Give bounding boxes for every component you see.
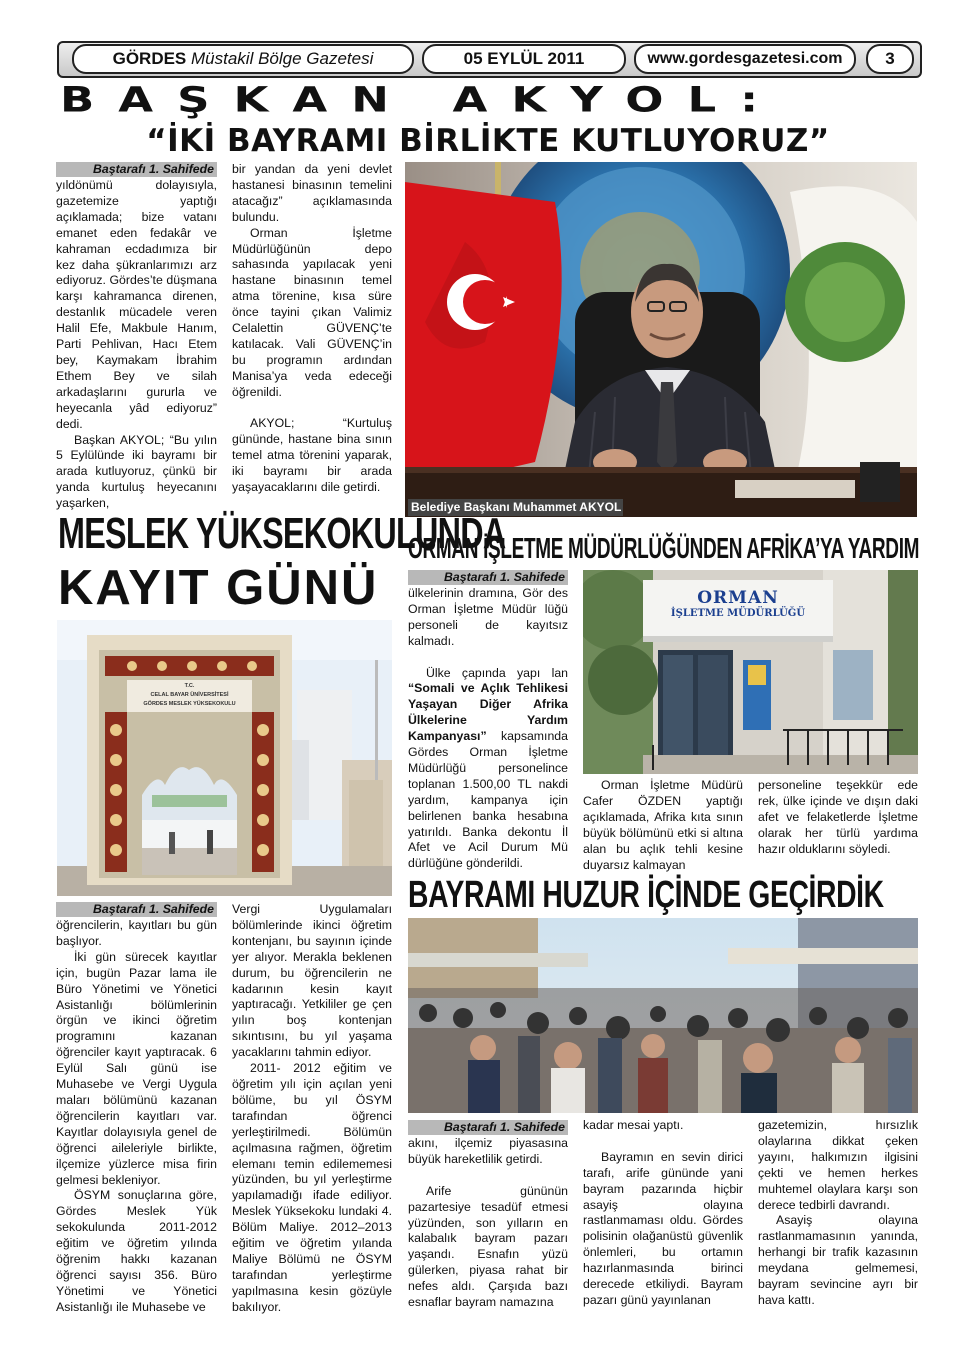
continued-tag: Baştarafı 1. Sahifede (56, 162, 217, 177)
article2-column-1 (56, 902, 217, 1316)
page-number: 3 (866, 44, 914, 74)
mayor-photo (405, 162, 917, 517)
paragraph: bir yandan da yeni devlet hastanesi binasının temelini atacağız” açıklamasında bulundu. (232, 162, 392, 224)
paragraph: Orman İşletme Müdürü Cafer ÖZDEN yaptığı açıklamada, Afrika kıta sının büyük bölümünü etki si altına alan bu açlık tehli kesine duyarsız kalmayan (583, 778, 743, 872)
text-run: kapsamında Gördes Orman İşletme Müdürlüğü personelince toplanan 1.500,00 TL nakdi yardım, kampanya için belirlenen banka hesabına yatırıldı. Banka dekontu İl Afet ve Acil Durum Mü dürlüğüne gönderildi. (408, 729, 568, 871)
paragraph (408, 666, 568, 873)
paragraph: Orman İşletme Müdürlüğünün depo sahasında yapılacak yeni hastane binasının temel atma törenine, kısa süre önce tayini çıkan Valimiz Celalettin GÜVENÇ’te katılacak. Vali GÜVENÇ’in bu programın ardından Manisa’ya veda edeceği öğrenildi. (232, 225, 392, 399)
campaign-name: “Somali ve Açlık Tehlikesi Yaşayan Diğer Afrika Ülkelerine Yardım Kampanyası” (408, 681, 568, 744)
article3-column-1 (408, 570, 568, 872)
school-gate-photo (57, 620, 392, 896)
continued-tag: Baştarafı 1. Sahifede (408, 570, 568, 585)
issue-date: 05 EYLÜL 2011 (422, 44, 626, 74)
article2-headline-line2: KAYIT GÜNÜ (58, 561, 379, 615)
photo-caption: Belediye Başkanı Muhammet AKYOL (408, 499, 623, 516)
article3-column-2 (583, 778, 743, 873)
article1-subheadline: “İKİ BAYRAMI BİRLİKTE KUTLUYORUZ” (146, 123, 830, 159)
article4-column-1 (408, 1120, 568, 1311)
paragraph: personeline teşekkür ede rek, ülke içinde ve dışın daki afet ve felaketlerde İşletme olarak her türlü yardıma hazır olduklarını söyledi. (758, 778, 918, 856)
gate-sign-line: CELAL BAYAR ÜNİVERSİTESİ (150, 692, 229, 698)
paragraph: kadar mesai yaptı. (583, 1118, 684, 1132)
paragraph: İki gün sürecek kayıtlar için, bugün Pazar lama ile Büro Yönetimi ve Yönetici Asistanlığı bölümlerinin örgün ve ikinci öğretim programını kazanan öğrenciler kayıt yaptıracak. 6 Eylül Salı günü ise Muhasebe ve Vergi Uygula maları bölümünü kazanan öğrencilerin kayıtları var. Kayıtlar dolayısıyla genel de öğrenci aileleriyle birlikte, ilçemize yüzlerce misa firin gelmesi bekleniyor. (56, 949, 217, 1187)
paragraph: Asayiş olayına rastlanmamasının yanında, herhangi bir trafik kazasının meydana gelmemesi, bayram sevincine ayrı bir hava kattı. (758, 1213, 918, 1307)
paper-name-pill (72, 44, 414, 74)
gate-sign-line: GÖRDES MESLEK YÜKSEKOKULU (143, 701, 236, 707)
article4-headline: BAYRAMI HUZUR İÇİNDE GEÇİRDİK (408, 874, 884, 916)
article3-headline: ORMAN İŞLETME MÜDÜRLÜĞÜNDEN AFRİKA’YA YARDIM (408, 533, 920, 565)
paragraph: öğrencilerin, kayıtları bu gün başlıyor. (56, 918, 217, 948)
article2-headline-line1: MESLEK YÜKSEKOKULUNDA (58, 509, 506, 558)
article4-column-2 (583, 1118, 743, 1309)
gate-sign-line: T.C. (184, 683, 195, 689)
paper-subtitle: Müstakil Bölge Gazetesi (191, 49, 374, 68)
text-run: Ülke çapında yapı lan (426, 665, 568, 680)
continued-tag: Baştarafı 1. Sahifede (408, 1120, 568, 1135)
paragraph: Vergi Uygulamaları bölümlerinde ikinci öğretim kontenjanı, bu sayının içinde yer alıyor. Merakla beklenen durum, bu öğrencilerin ne kadarının kesin kayıt yaptıracağı. Yetkililer ge çen yılın boş kontenjan sıkıntısını, bu yıl yaşama yacaklarını tahmin ediyor. (232, 902, 392, 1060)
paragraph: ÖSYM sonuçlarına göre, Gördes Meslek Yük sekokulunda 2011-2012 eğitim ve öğretim yılında öğrenim hakkı kazanan öğrenci sayısı 356. Büro Yönetimi ve Yönetici Asistanlığı ile Muhasebe ve (56, 1188, 217, 1314)
paragraph: 2011- 2012 eğitim ve öğretim yılı için açılan yeni bölüme, bu yıl ÖSYM tarafından öğrenci yerleştirilmedi. Bölümün açılmasına rağmen, öğretim elemanı temin edilememesi yüzünden, bu yıl yerleştirme yapılamadığı ifade ediliyor. Meslek Yüksekoku lundaki 4. Bölüm Maliye. 2012–2013 eğitim ve öğretim yılanda Maliye Bölümü ne ÖSYM tarafından yerleştirme yapılmasına kesin gözüyle bakılıyor. (232, 1061, 392, 1314)
paragraph: Başkan AKYOL; “Bu yılın 5 Eylülünde iki bayramı bir arada kutluyoruz, çünkü bir yanda kurtuluş heyecanını yaşarken, (56, 432, 217, 511)
forestry-sign (658, 588, 818, 620)
paragraph: AKYOL; “Kurtuluş gününde, hastane bina sının temel atma törenini yaparak, iki bayramı bir arada yaşayacaklarını dile getirdi. (232, 416, 392, 495)
paragraph: akını, ilçemiz piyasasına büyük hareketlilik getirdi. (408, 1136, 568, 1166)
article3-column-3 (758, 778, 918, 858)
article1-column-2 (232, 162, 392, 496)
gate-sign (127, 682, 252, 709)
website-link[interactable]: www.gordesgazetesi.com (634, 44, 856, 74)
article2-column-2 (232, 902, 392, 1316)
paragraph: gazetemizin, hırsızlık olaylarına dikkat çeken yayını, halkımızın ilgisini çekti ve hemen herkes muhtemel olaylara karşı son derece tedbirli davrandı. (758, 1118, 918, 1212)
article1-headline: BAŞKAN AKYOL: (60, 78, 783, 121)
forestry-sign-line: İŞLETME MÜDÜRLÜĞÜ (670, 608, 806, 619)
forestry-sign-line: ORMAN (697, 588, 779, 608)
paragraph: Arife gününün pazartesiye tesadüf etmesi yüzünden, son yılların en kalabalık bayram pazarı yaşandı. Esnafın yüzü gülerken, piyasa rahat bir nefes aldı. Çarşıda bazı esnaflar bayram namazına (408, 1183, 568, 1310)
paragraph: ülkelerinin dramına, Gör des Orman İşletme Müdür lüğü personeli de kayıtsız kalmadı. (408, 586, 568, 648)
forestry-office-photo (583, 570, 918, 774)
paragraph: Bayramın en sevin dirici tarafı, arife gününde yani bayram pazarında hiçbir asayiş olayına rastlanmaması oldu. Gördes polisinin olağanüstü güvenlik önlemleri, bu ortamın hazırlanmasında birinci derecede etkiliydi. Bayram pazarı günü yayınlanan (583, 1149, 743, 1307)
paper-name: GÖRDES (112, 49, 187, 68)
article4-column-3 (758, 1118, 918, 1309)
bazaar-crowd-photo (408, 918, 918, 1113)
continued-tag: Baştarafı 1. Sahifede (56, 902, 217, 917)
article1-column-1 (56, 162, 217, 512)
paragraph: yıldönümü dolayısıyla, gazetemize yaptığı açıklamada; bize vatanı emanet eden fedakâr ve kahraman ecdadımıza bir kez daha şükranlarımızı arz ediyoruz. Gördes’te düşmana karşı kahramanca direnen, destanlık mücadele veren Halil Efe, Makbule Hanım, Parti Pehlivan, Hacı Etem bey, Kaymakam İbrahim Ethem Bey ve silah arkadaşlarını gururla ve heyecanla yâd ediyoruz” dedi. (56, 178, 217, 431)
